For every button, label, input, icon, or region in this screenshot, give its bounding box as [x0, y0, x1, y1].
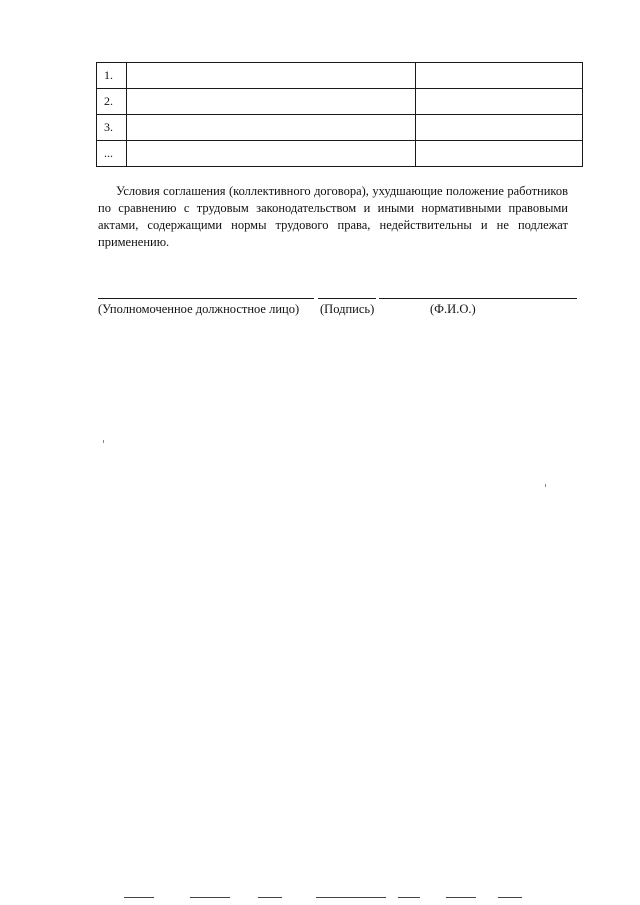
table-cell	[416, 141, 583, 167]
table-row	[97, 63, 583, 89]
scan-artifact	[545, 484, 546, 487]
table-row	[97, 115, 583, 141]
scan-artifact	[446, 897, 476, 898]
table-cell	[127, 141, 416, 167]
table-cell	[416, 115, 583, 141]
scan-artifact	[258, 897, 282, 898]
row-number: ...	[97, 141, 127, 167]
table-cell	[127, 89, 416, 115]
signature-line	[318, 298, 376, 299]
scan-artifact	[316, 897, 386, 898]
table-cell	[127, 63, 416, 89]
signature-label: (Подпись)	[320, 302, 375, 316]
full-name-label: (Ф.И.О.)	[430, 302, 476, 316]
invalid-conditions-paragraph: Условия соглашения (коллективного договора), ухудшающие положение работников по сравнению с трудовым законодательством и иными нормативными правовыми актами, содержащими нормы трудового права, недействительны и не подлежат применению.	[98, 184, 568, 249]
scan-artifact	[398, 897, 420, 898]
items-table	[96, 62, 583, 167]
full-name-line	[379, 298, 577, 299]
official-signature-line	[98, 298, 314, 299]
row-number: 2.	[97, 89, 127, 115]
scan-artifact	[103, 440, 104, 443]
scan-artifact	[190, 897, 230, 898]
scan-artifact	[498, 897, 522, 898]
row-number: 3.	[97, 115, 127, 141]
table-row	[97, 89, 583, 115]
table-cell	[416, 63, 583, 89]
scan-artifact	[124, 897, 154, 898]
row-number: 1.	[97, 63, 127, 89]
official-label: (Уполномоченное должностное лицо)	[98, 302, 300, 316]
table-cell	[416, 89, 583, 115]
table-row	[97, 141, 583, 167]
table-cell	[127, 115, 416, 141]
